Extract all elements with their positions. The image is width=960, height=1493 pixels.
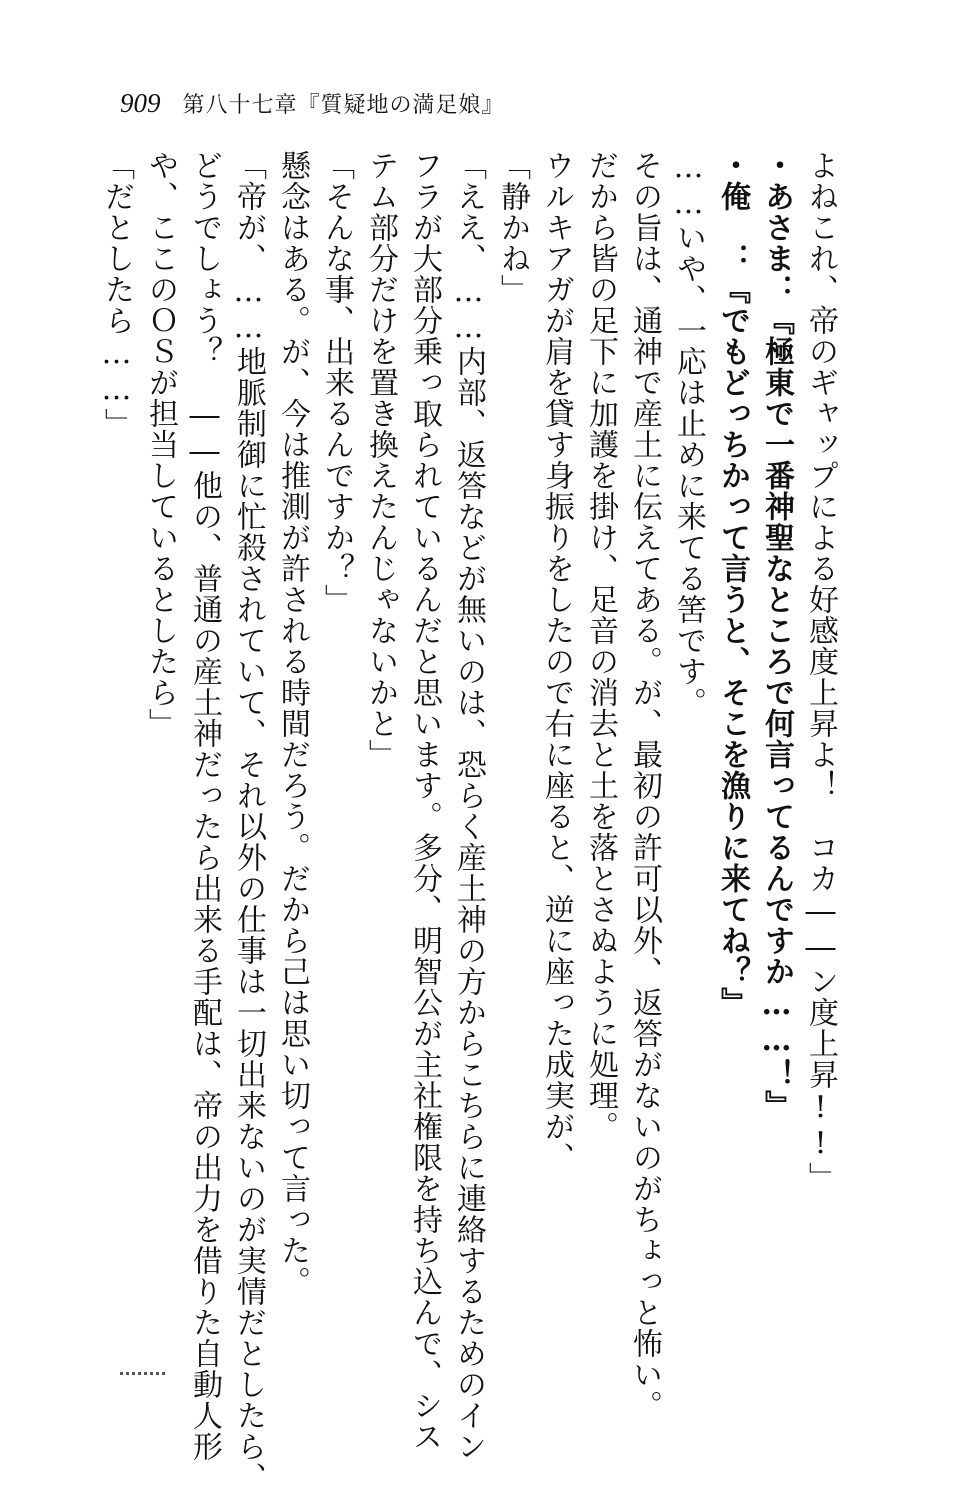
- text-column: フラが大部分乗っ取られているんだと思います。多分、明智公が主社権限を持ち込んで、シス: [407, 150, 442, 1452]
- text-column: 「だとしたら……」: [99, 150, 134, 439]
- text-column: ウルキアガが肩を貸す身振りをしたので右に座ると、逆に座った成実が、: [539, 150, 574, 1173]
- text-column: テム部分だけを置き換えたんじゃないかと」: [363, 150, 398, 770]
- text-column: だから皆の足下に加護を掛け、足音の消去と土を落とさぬように処理。: [583, 150, 618, 1142]
- dialogue-line-asama: ・あさま：『極東で一番神聖なところで何言ってるんですか……！』: [759, 150, 794, 1121]
- text-column: ……いや、一応は止めに来てる筈です。: [671, 150, 706, 718]
- chapter-title: 第八十七章『質疑地の満足娘』: [182, 93, 505, 118]
- text-column: 「静かね」: [495, 150, 530, 305]
- text-column: や、ここのＯＳが担当しているとしたら」: [143, 150, 178, 739]
- page-edge-mark: [120, 1372, 166, 1375]
- page-number: 909: [120, 88, 161, 118]
- dialogue-line-ore: ・俺 ：『でもどっちかって言うと、そこを漁りに来てね？』: [715, 150, 750, 1018]
- text-column: その旨は、通神で産土に伝えてある。が、最初の許可以外、返答がないのがちょっと怖い。: [627, 150, 662, 1421]
- text-column: どうでしょう？ ――他の、普通の産土神だったら出来る手配は、帝の出力を借りた自動人形: [187, 150, 222, 1462]
- page-header: [120, 88, 505, 120]
- text-column: よねこれ、帝のギャップによる好感度上昇よ！ コカ――ン度上昇!!」: [803, 150, 838, 1193]
- text-column: 「帝が、……地脈制御に忙殺されていて、それ以外の仕事は一切出来ないのが実情だとしたら、: [231, 150, 266, 1493]
- text-column: 「そんな事、出来るんですか？」: [319, 150, 354, 615]
- body-text: [99, 150, 842, 1493]
- text-column: 「ええ、……内部、返答などが無いのは、恐らく産土神の方からこちらに連絡するためのイン: [451, 150, 486, 1462]
- text-column: 懸念はある。が、今は推測が許される時間だろう。だから己は思い切って言った。: [275, 150, 310, 1297]
